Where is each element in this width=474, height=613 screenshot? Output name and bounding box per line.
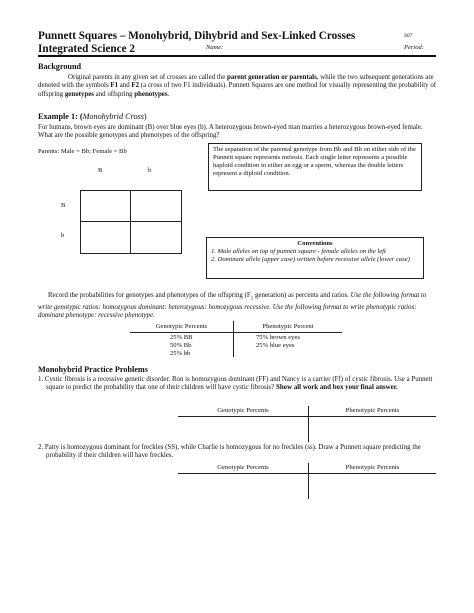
genotype-value: 50% Bb (170, 342, 192, 349)
side-allele-1: B (61, 202, 66, 209)
side-allele-2: b (61, 232, 65, 239)
question-1: 1. Cystic fibrosis is a recessive genetic disorder. Ron is homozygous dominant (FF) and Nancy is a carrier (Ff) of cystic fibrosis. Use a Punnett square to predict the probability that one of their children will have cystic fibrosis? Show all work and box your final answer. (38, 376, 433, 392)
phenotype-value: 75% brown eyes (256, 334, 300, 341)
q2-genotypic-header: Genotypic Percents (217, 464, 269, 471)
record-instructions: Record the probabilities for genotypes and phenotypes of the offspring ($F_1$ generation) as percents and ratios. Use the following format to write genotypic ratios: homozygous dominant: heterozygous: homozygous recessive. Use the following format to write phenotypic ratios: dominant phenotype: recessive phenotype. (38, 292, 427, 319)
punnett-cell (130, 190, 182, 222)
example-answer-table (130, 321, 342, 357)
q1-answer-table (178, 406, 436, 442)
top-allele-1: B (98, 167, 103, 174)
phenotype-value: 25% blue eyes (256, 342, 295, 349)
header-rule (38, 55, 436, 57)
background-paragraph: Original parents in any given set of crosses are called the parent generation or parentals, while the two subsequent generations are denoted with the symbols F1 and F2 (a cross of two F1 individuals). Punnett Squares are one method for visually representing the probability of offspring genotypes and offspring phenotypes. (38, 74, 437, 98)
question-2: 2. Patty is homozygous dominant for freckles (SS), while Charlie is homozygous for no freckles (ss). Draw a Punnett square predicting the probability if their children will have freckles. (38, 444, 421, 460)
convention-1: 1. Male alleles on top of punnett square - female alleles on the left (211, 248, 386, 255)
background-heading: Background (38, 62, 82, 71)
q2-answer-table (178, 463, 436, 499)
conventions-title: Conventions (297, 240, 333, 247)
genotype-value: 25% bb (170, 350, 191, 357)
period-label: Period: (404, 44, 424, 51)
q1-genotypic-header: Genotypic Percents (217, 407, 269, 414)
genotype-value: 25% BB (170, 334, 193, 341)
punnett-square (80, 190, 182, 254)
q1-phenotypic-header: Phenotypic Percents (345, 407, 400, 414)
punnett-cell (130, 221, 182, 254)
genotypic-percents-header: Genotypic Percents (155, 323, 208, 330)
name-label: Name: (206, 44, 224, 51)
reference-code: S07 (404, 33, 413, 39)
convention-2: 2. Dominant allele (upper case) written before recessive allele (lower case) (211, 256, 410, 263)
punnett-cell (80, 190, 131, 222)
worksheet-title: Punnett Squares – Monohybrid, Dihybrid and Sex-Linked Crosses (38, 30, 356, 42)
practice-heading: Monohybrid Practice Problems (38, 365, 148, 374)
conventions-box (206, 237, 424, 279)
top-allele-2: b (148, 167, 152, 174)
punnett-cell (80, 221, 131, 254)
q2-phenotypic-header: Phenotypic Percents (345, 464, 400, 471)
example1-problem: For humans, brown eyes are dominant (B) over blue eyes (b). A heterozygous brown-eyed man marries a heterozygous brown-eyed female. What are the possible genotypes and phenotypes of the offspring? (38, 124, 423, 140)
meiosis-info-box: The separation of the parental genotype from Bb and Bb on either side of the Punnett square represents meiosis. Each single letter represents a possible haploid condition in either an egg or a sperm, whereas the double letters represent a diploid condition. (208, 143, 422, 191)
parents-label: Parents: Male = Bb; Female = Bb (38, 148, 127, 155)
phenotypic-percent-header: Phenotypic Percent (262, 323, 314, 330)
course-title: Integrated Science 2 (38, 43, 135, 55)
example1-heading: Example 1: (Monohybrid Cross) (38, 112, 147, 121)
